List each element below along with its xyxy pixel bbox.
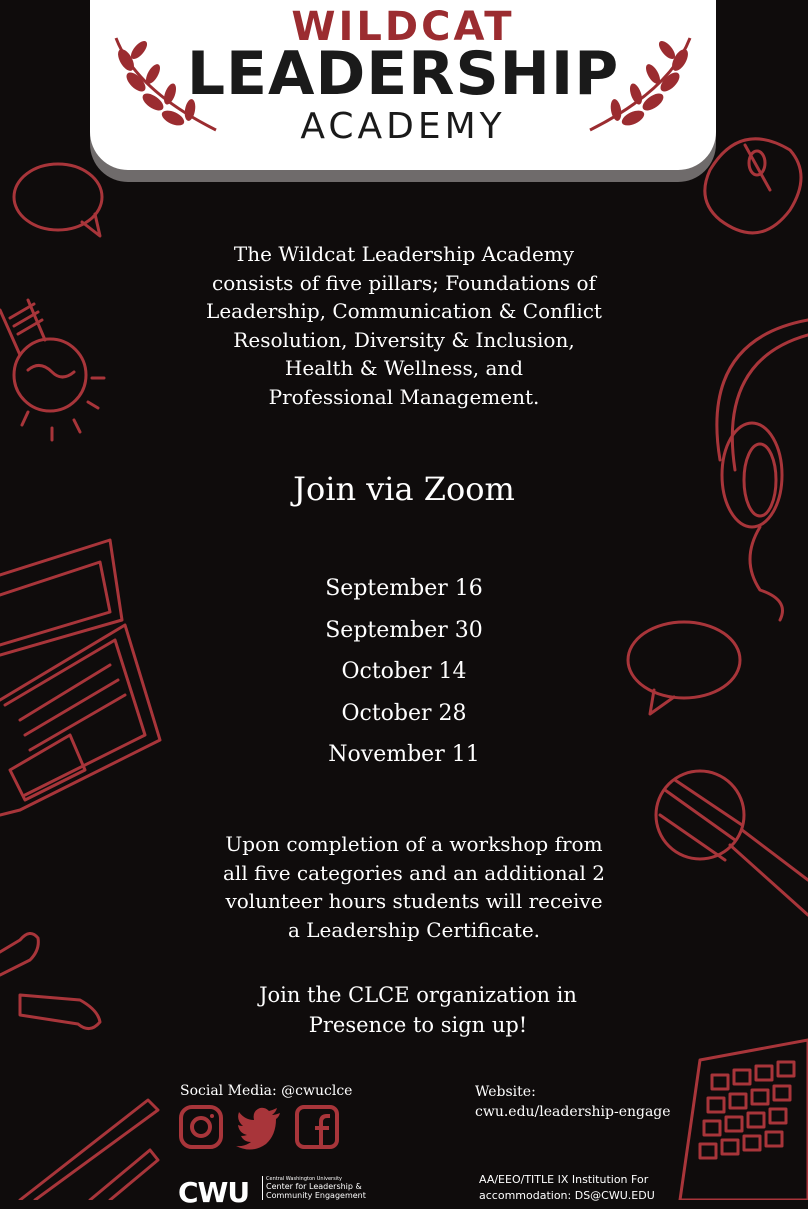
computer-mouse-icon xyxy=(705,139,801,233)
intro-paragraph xyxy=(170,240,638,411)
session-date: September 16 xyxy=(325,576,483,601)
intro-line: Health & Wellness, and xyxy=(284,356,524,380)
header-wildcat: WILDCAT xyxy=(291,4,515,50)
light-bulb-icon xyxy=(0,300,104,440)
join-zoom-heading: Join via Zoom xyxy=(293,470,515,508)
header-academy: ACADEMY xyxy=(300,106,506,147)
certificate-info xyxy=(180,830,648,944)
signup-line: Presence to sign up! xyxy=(308,1013,528,1037)
social-icons xyxy=(178,1104,340,1150)
speech-bubble-icon xyxy=(14,164,102,236)
session-date: October 14 xyxy=(341,659,467,684)
microphone-icon xyxy=(656,771,808,915)
intro-line: consists of five pillars; Foundations of xyxy=(212,270,596,295)
session-date: October 28 xyxy=(341,700,467,726)
intro-line: Leadership, Communication & Conflict xyxy=(206,299,602,323)
session-date: September 30 xyxy=(325,617,483,643)
session-dates-list xyxy=(0,568,808,776)
website-link[interactable]: cwu.edu/leadership-engage xyxy=(475,1104,671,1120)
eeo-notice xyxy=(479,1172,679,1204)
certificate-line: a Leadership Certificate. xyxy=(287,917,541,942)
center-name xyxy=(262,1176,386,1200)
twitter-icon[interactable] xyxy=(236,1104,282,1150)
pencil-icon xyxy=(20,1100,158,1200)
social-media-label: Social Media: @cwuclce xyxy=(180,1083,353,1099)
certificate-line: all five categories and an additional 2 xyxy=(223,860,605,885)
facebook-icon[interactable] xyxy=(294,1104,340,1150)
instagram-icon[interactable] xyxy=(178,1104,224,1150)
signup-info xyxy=(0,980,808,1040)
signup-line: Join the CLCE organization in xyxy=(259,983,577,1007)
website-label: Website: xyxy=(475,1084,536,1100)
center-name-line: Community Engagement xyxy=(266,1191,366,1200)
eeo-line: AA/EEO/TITLE IX Institution For xyxy=(479,1173,649,1186)
session-date: November 11 xyxy=(328,742,480,767)
cwu-logo: CWU xyxy=(178,1176,250,1209)
header-banner xyxy=(90,0,716,170)
certificate-line: Upon completion of a workshop from xyxy=(225,832,603,856)
header-leadership: LEADERSHIP xyxy=(186,39,620,109)
certificate-line: volunteer hours students will receive xyxy=(225,889,603,913)
university-name: Central Washington University xyxy=(266,1176,342,1182)
center-name-line: Center for Leadership & xyxy=(266,1182,362,1191)
intro-line: Resolution, Diversity & Inclusion, xyxy=(233,327,575,352)
keyboard-icon xyxy=(680,1040,808,1200)
intro-line: The Wildcat Leadership Academy xyxy=(233,242,575,266)
intro-line: Professional Management. xyxy=(268,384,540,409)
eeo-line: accommodation: DS@CWU.EDU xyxy=(479,1189,655,1202)
